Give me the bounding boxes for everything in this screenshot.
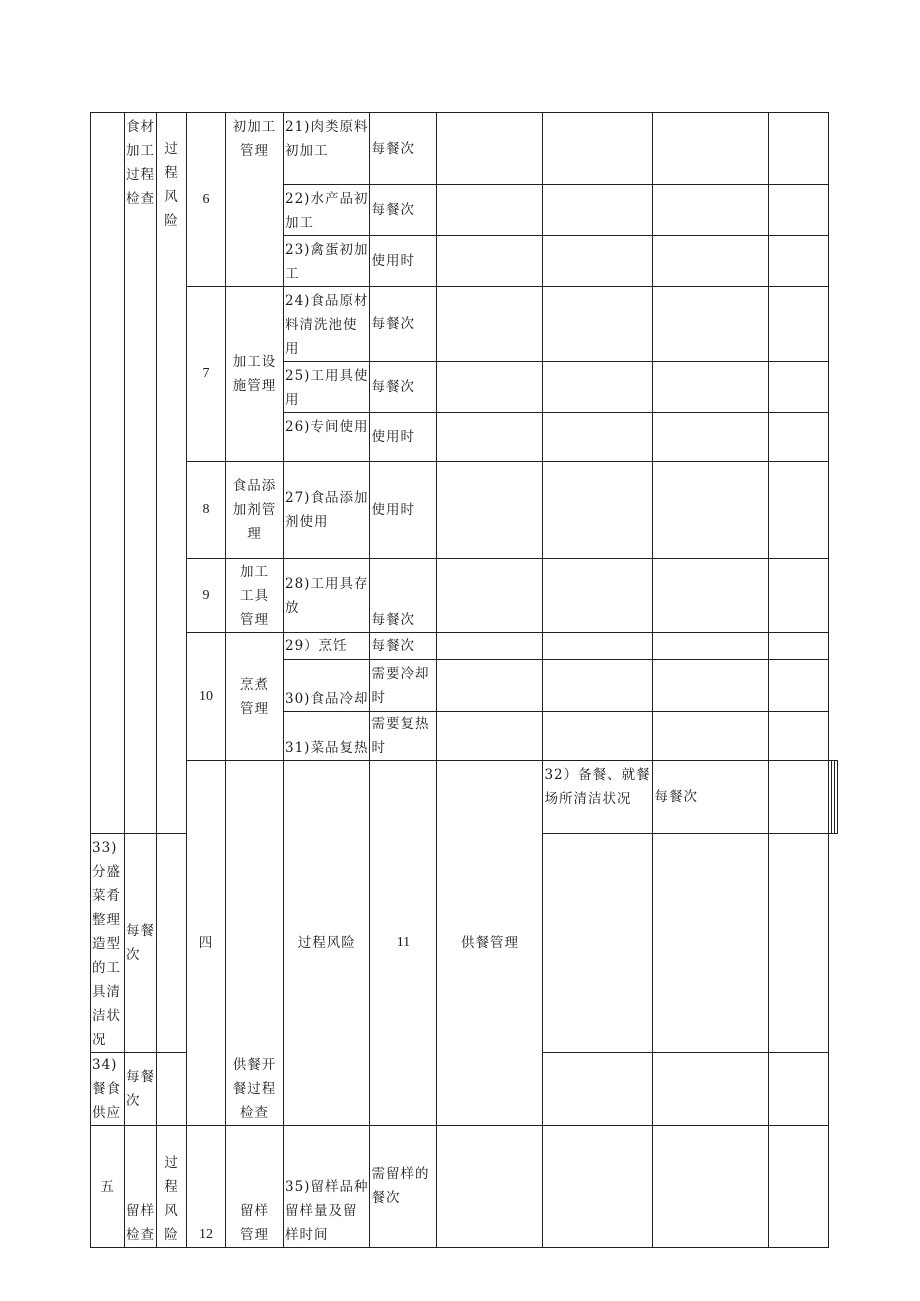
check-frequency: 每餐次	[370, 559, 437, 633]
blank-cell	[543, 185, 653, 236]
blank-cell	[543, 1126, 653, 1248]
blank-cell	[769, 362, 829, 413]
blank-cell	[653, 633, 769, 660]
blank-cell	[653, 559, 769, 633]
blank-cell	[653, 1053, 769, 1126]
blank-cell	[543, 660, 653, 712]
blank-cell	[543, 287, 653, 362]
blank-cell	[769, 462, 829, 559]
blank-cell	[543, 236, 653, 287]
blank-cell	[653, 834, 769, 1053]
check-frequency: 需要复热时	[370, 712, 437, 761]
check-item: 26)专间使用	[284, 413, 370, 462]
item-number: 7	[187, 287, 226, 462]
blank-cell	[769, 834, 829, 1053]
check-frequency: 每餐次	[125, 1053, 157, 1126]
check-frequency: 每餐次	[653, 761, 769, 834]
item-title: 烹煮管理	[226, 633, 284, 761]
check-frequency: 每餐次	[370, 113, 437, 185]
section-name: 食材加工过程检查	[125, 113, 157, 834]
item-number: 11	[370, 761, 437, 1126]
check-item: 32）备餐、就餐场所清洁状况	[543, 761, 653, 834]
check-frequency: 需要冷却时	[370, 660, 437, 712]
risk-type: 过程风险	[157, 1126, 187, 1248]
check-frequency: 每餐次	[370, 185, 437, 236]
blank-cell	[437, 660, 543, 712]
risk-type: 过程风险	[157, 113, 187, 834]
section-name: 留样检查	[125, 1126, 157, 1248]
blank-cell	[653, 660, 769, 712]
blank-cell	[769, 559, 829, 633]
blank-cell	[543, 1053, 653, 1126]
blank-cell	[769, 660, 829, 712]
blank-cell	[543, 712, 653, 761]
blank-cell	[653, 462, 769, 559]
check-item: 35)留样品种留样量及留样时间	[284, 1126, 370, 1248]
check-item: 25)工用具使用	[284, 362, 370, 413]
blank-cell	[437, 113, 543, 185]
blank-cell	[437, 1126, 543, 1248]
blank-cell	[769, 113, 829, 185]
check-frequency: 每餐次	[125, 834, 157, 1053]
blank-cell	[769, 413, 829, 462]
section-name: 供餐开餐过程检查	[226, 761, 284, 1126]
blank-cell	[437, 287, 543, 362]
check-item: 34)餐食供应	[91, 1053, 125, 1126]
section-number: 四	[187, 761, 226, 1126]
item-number: 10	[187, 633, 226, 761]
blank-cell	[543, 462, 653, 559]
check-frequency: 每餐次	[370, 633, 437, 660]
blank-cell	[543, 633, 653, 660]
blank-cell	[437, 559, 543, 633]
check-frequency: 使用时	[370, 236, 437, 287]
item-title: 供餐管理	[437, 761, 543, 1126]
blank-cell	[437, 185, 543, 236]
check-item: 29）烹饪	[284, 633, 370, 660]
blank-cell	[437, 633, 543, 660]
risk-type: 过程风险	[284, 761, 370, 1126]
blank-cell	[653, 1126, 769, 1248]
section-number: 五	[91, 1126, 125, 1248]
blank-cell	[543, 113, 653, 185]
item-number: 6	[187, 113, 226, 287]
blank-cell	[543, 362, 653, 413]
section-number	[91, 113, 125, 834]
item-title: 初加工管理	[226, 113, 284, 287]
blank-cell	[543, 559, 653, 633]
blank-cell	[437, 236, 543, 287]
blank-cell	[543, 834, 653, 1053]
check-item: 28)工用具存放	[284, 559, 370, 633]
blank-cell	[653, 413, 769, 462]
item-title: 留样管理	[226, 1126, 284, 1248]
inspection-table	[90, 112, 838, 1248]
check-item: 22)水产品初加工	[284, 185, 370, 236]
blank-cell	[769, 761, 829, 834]
blank-cell	[653, 113, 769, 185]
blank-cell	[437, 362, 543, 413]
blank-cell	[437, 712, 543, 761]
blank-cell	[157, 834, 187, 1053]
blank-cell	[835, 761, 838, 834]
check-item: 33)分盛菜肴整理造型的工具清洁状况	[91, 834, 125, 1053]
check-frequency: 需留样的餐次	[370, 1126, 437, 1248]
blank-cell	[437, 462, 543, 559]
check-frequency: 使用时	[370, 413, 437, 462]
item-title: 加工工具管理	[226, 559, 284, 633]
item-title: 加工设施管理	[226, 287, 284, 462]
check-item: 31)菜品复热	[284, 712, 370, 761]
check-item: 27)食品添加剂使用	[284, 462, 370, 559]
blank-cell	[157, 1053, 187, 1126]
blank-cell	[769, 712, 829, 761]
blank-cell	[653, 185, 769, 236]
check-item: 24)食品原材料清洗池使用	[284, 287, 370, 362]
item-number: 12	[187, 1126, 226, 1248]
check-frequency: 每餐次	[370, 287, 437, 362]
blank-cell	[769, 287, 829, 362]
blank-cell	[437, 413, 543, 462]
blank-cell	[769, 236, 829, 287]
blank-cell	[769, 1053, 829, 1126]
item-number: 9	[187, 559, 226, 633]
check-frequency: 使用时	[370, 462, 437, 559]
check-item: 30)食品冷却	[284, 660, 370, 712]
blank-cell	[769, 633, 829, 660]
check-frequency: 每餐次	[370, 362, 437, 413]
blank-cell	[769, 185, 829, 236]
blank-cell	[653, 287, 769, 362]
blank-cell	[769, 1126, 829, 1248]
item-title: 食品添加剂管理	[226, 462, 284, 559]
item-number: 8	[187, 462, 226, 559]
check-item: 21)肉类原料初加工	[284, 113, 370, 185]
blank-cell	[653, 362, 769, 413]
blank-cell	[653, 712, 769, 761]
blank-cell	[543, 413, 653, 462]
blank-cell	[653, 236, 769, 287]
check-item: 23)禽蛋初加工	[284, 236, 370, 287]
